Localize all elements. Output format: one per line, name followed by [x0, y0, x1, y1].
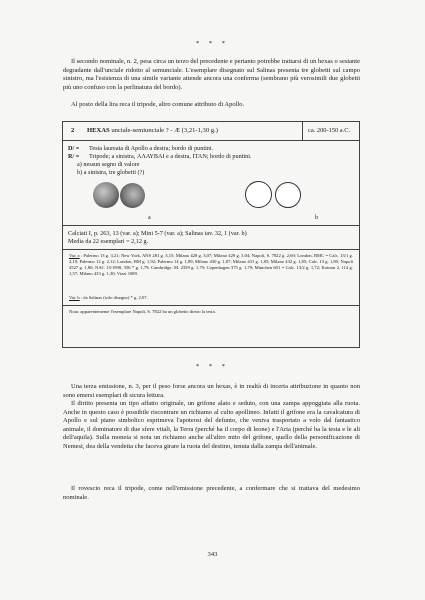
paragraph-lira: Al posto della lira reca il tripode, altro comune attributo di Apollo.: [71, 101, 245, 108]
section-separator-top: * * *: [196, 40, 229, 47]
coin-b-reverse-drawing: [275, 182, 301, 208]
entry-header: [63, 122, 359, 141]
coins-divider: [63, 225, 359, 226]
entry-date: ca. 200-150 a.C.: [308, 127, 351, 134]
reverse-label: R/ =: [68, 153, 80, 160]
section-separator-bottom: * * *: [196, 363, 229, 370]
coin-b-obverse-drawing: [245, 181, 272, 208]
paragraph-third-emission: Una terza emissione, n. 3, per il peso forse ancora un hexas, è in realtà di incerta attribuzione in quanto non sono emersi esemplari di sicura lettura.: [63, 383, 360, 399]
variant-a: a) nessun segno di valore: [77, 161, 140, 168]
references-divider: [63, 249, 359, 250]
entry-number: 2: [71, 127, 75, 134]
coin-a-reverse-photo: [120, 183, 145, 208]
paragraph-intro: Il secondo nominale, n. 2, pesa circa un terzo del precedente e pertanto potrebbe trattarsi di un hexas o sestante degradante dall'unciale ridotto al semunciale. L'esemplare disegnato sul Salinas presenta tre globetti sul campo sinistro, ma l'esistenza di una simile variante attende ancora una conferma (sembrano più verosimili due globetti più uno confuso con la perlinatura del bordo).: [63, 58, 360, 91]
reverse-text: Tripode; a sinistra, ΑΛΑΥΒΑΙ e a destra, ΙΤΑΝ; bordo di puntini.: [89, 153, 252, 160]
weight-average: Media da 22 esemplari = 2,12 g.: [68, 238, 149, 245]
catalogue-entry-table: [62, 121, 360, 348]
variant-b: b) a sinistra, tre globetti (?): [77, 169, 145, 176]
coin-a-obverse-photo: [93, 182, 119, 208]
specimens-var-b: Var. b : da Salinas (solo disegno) * g. 2,07.: [69, 295, 148, 300]
obverse-text: Testa laureata di Apollo a destra; bordo di puntini.: [89, 145, 214, 152]
denomination: HEXAS: [87, 127, 110, 134]
coin-b-label: b: [315, 215, 318, 221]
references-line: Calciati I, p. 263, 13 (var. a); Mini 5-7 (var. a); Salinas tav. 32, 1 (var. b): [68, 230, 247, 237]
header-divider: [302, 122, 303, 140]
obverse-label: D/ =: [68, 145, 80, 152]
coin-a-label: a: [148, 215, 151, 221]
entry-details: unciale-semiunciale ? - Æ (3,21-1,30 g.): [111, 127, 218, 134]
paragraph-reverse-type: Il rovescio reca il tripode, come nell'emissione precedente, a confermare che si trattava del medesimo nominale.: [63, 485, 360, 501]
entry-note: Nota: apparentemente l'esemplare Napoli, S. 7822 ha un globetto dietro la testa.: [69, 309, 216, 314]
specimens-var-a: Var. a : Palermo 13 g. 3,21; New York, ANS 281 g. 3,15; Milano 428 g. 3,07; Milano 429 g. 3,04; Napoli, S. 7822 g. 2,60; London, BMC = Calc. 13/1 g. 2,19; Palermo 12 g. 2,12; London, BM g. 1,92; Palermo 14 g. 1,89; Milano 430 g. 1,87; Milano 431 g. 1,85; Milano 432 g. 1,85; Calc. 13 g. 1,80; Napoli 4527 g. 1,80; NAC 13/1998, 356 * g. 1,79; Cambridge, M. 2359 g. 1,79; Copenhagen 375 g. 1,79; München 601 = Calc. 13/2 g. 1,72; Koinon 2, 114 g. 1,57; Milano 433 g. 1,30; Vizzi 1089.: [69, 253, 354, 276]
note-divider: [63, 305, 359, 306]
page-number: 343: [207, 551, 218, 558]
entry-title: [87, 127, 218, 134]
paragraph-obverse-type: Il diritto presenta un tipo affatto originale, un grifone alato e seduto, con una zampa appoggiata alla ruota. Anche in questo caso è possibile riscontrare un richiamo al culto apollineo. Infatti il grifone era la cavalcatura di Apollo e sul piano simbolico esprimeva l'apoteosi del defunto, che veniva trasportato a volo dal fantastico animale, il dominatore di due sfere vitali, la Terra (perché ha il corpo di leone) e l'Aria (perché ha la testa e le ali dell'aquila). Sulla moneta si nota un richiamo anche all'altro mito del grifone, quello della personificazione di Nemesi, dea della vendetta che faceva girare la ruota del destino, tenuta dalla zampa dell'animale.: [63, 400, 360, 450]
